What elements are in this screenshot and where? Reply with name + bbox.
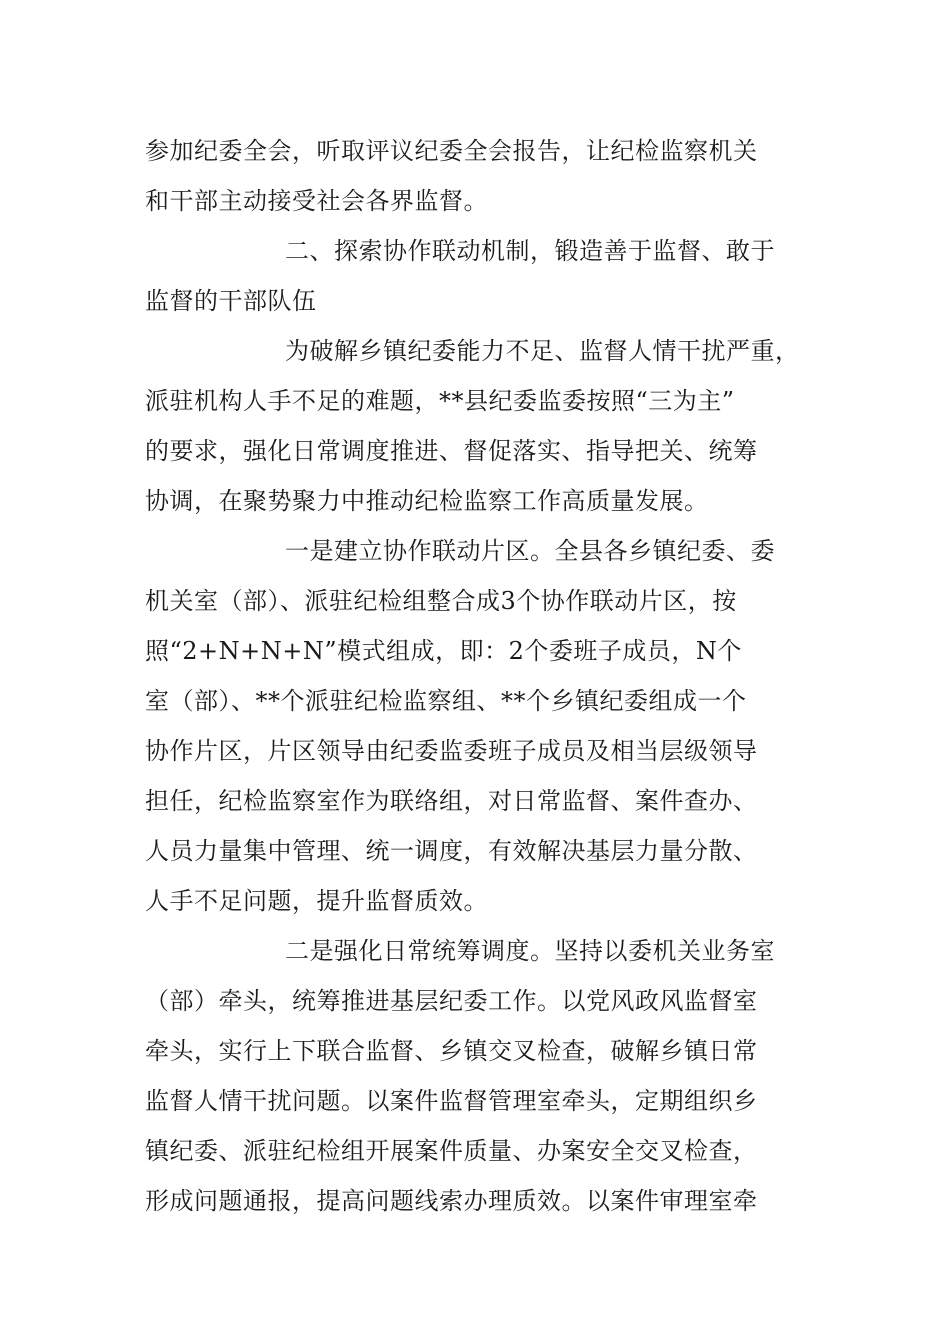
text-line: （部）牵头，统筹推进基层纪委工作。以党风政风监督室 <box>145 987 758 1015</box>
text-line: 的要求，强化日常调度推进、督促落实、指导把关、统筹 <box>145 437 758 465</box>
text-line: 二是强化日常统筹调度。坚持以委机关业务室 <box>285 937 775 965</box>
text-line: 一是建立协作联动片区。全县各乡镇纪委、委 <box>285 537 775 565</box>
text-line: 参加纪委全会，听取评议纪委全会报告，让纪检监察机关 <box>145 137 758 165</box>
text-line: 派驻机构人手不足的难题，**县纪委监委按照“三为主” <box>145 387 735 415</box>
text-line: 镇纪委、派驻纪检组开展案件质量、办案安全交叉检查， <box>145 1137 758 1165</box>
text-line: 照“2+N+N+N”模式组成，即：2个委班子成员，N个 <box>145 637 742 665</box>
text-line: 担任，纪检监察室作为联络组，对日常监督、案件查办、 <box>145 787 758 815</box>
section-heading: 二、探索协作联动机制，锻造善于监督、敢于 <box>285 237 775 265</box>
text-line: 为破解乡镇纪委能力不足、监督人情干扰严重， <box>285 337 800 365</box>
text-line: 机关室（部）、派驻纪检组整合成3个协作联动片区，按 <box>145 587 737 615</box>
text-line: 人手不足问题，提升监督质效。 <box>145 887 488 915</box>
text-line: 形成问题通报，提高问题线索办理质效。以案件审理室牵 <box>145 1187 758 1215</box>
text-line: 协作片区，片区领导由纪委监委班子成员及相当层级领导 <box>145 737 758 765</box>
text-line: 人员力量集中管理、统一调度，有效解决基层力量分散、 <box>145 837 758 865</box>
text-line: 监督人情干扰问题。以案件监督管理室牵头，定期组织乡 <box>145 1087 758 1115</box>
text-line: 牵头，实行上下联合监督、乡镇交叉检查，破解乡镇日常 <box>145 1037 758 1065</box>
text-line: 协调，在聚势聚力中推动纪检监察工作高质量发展。 <box>145 487 709 515</box>
text-line: 和干部主动接受社会各界监督。 <box>145 187 488 215</box>
text-line: 室（部）、**个派驻纪检监察组、**个乡镇纪委组成一个 <box>145 687 747 715</box>
section-heading: 监督的干部队伍 <box>145 287 317 315</box>
